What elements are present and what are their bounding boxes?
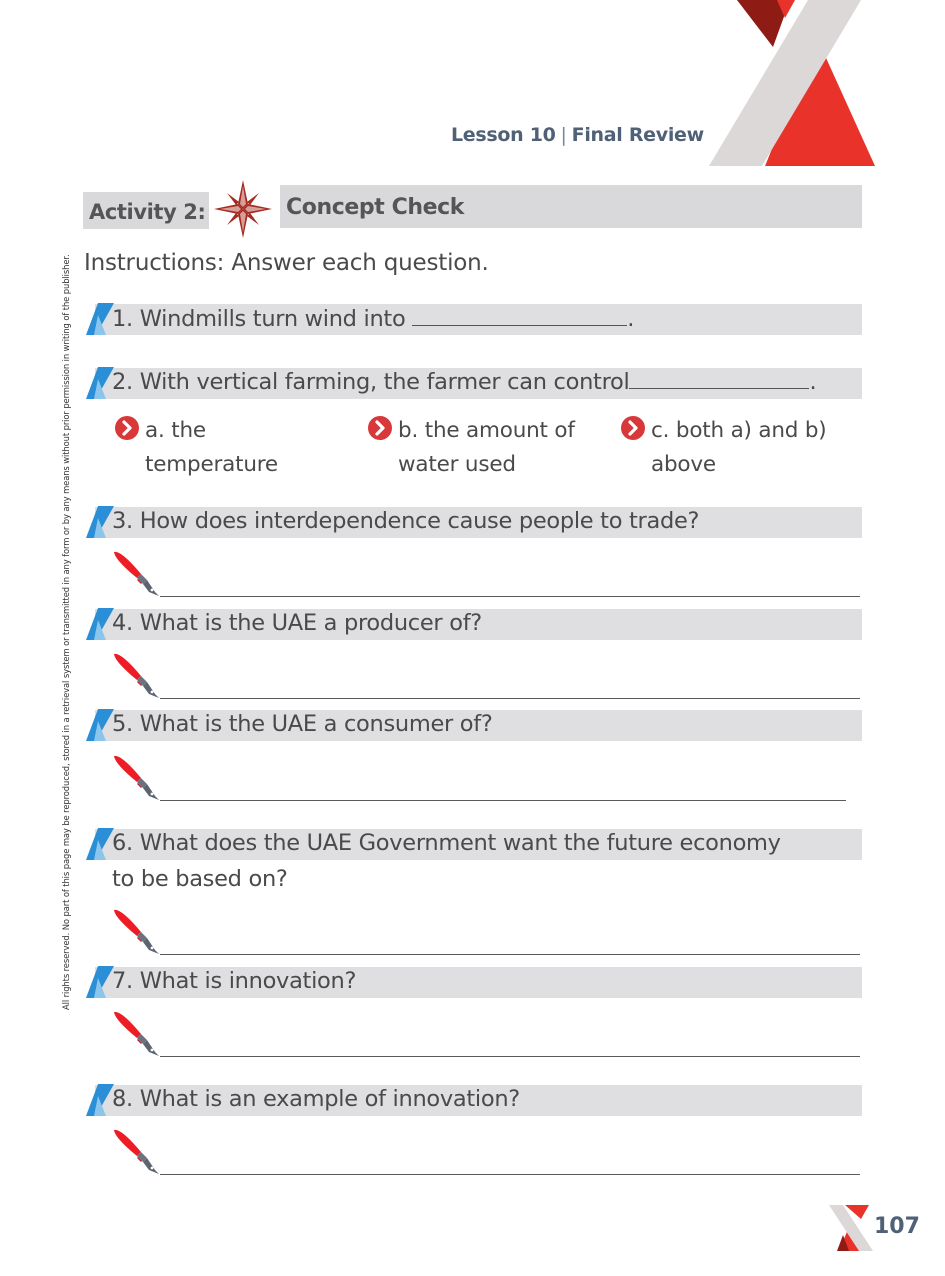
question-text: 2. With vertical farming, the farmer can control . xyxy=(112,369,817,395)
answer-line[interactable] xyxy=(160,1174,860,1175)
question-text: 7. What is innovation? xyxy=(112,968,357,994)
pen-icon xyxy=(111,1010,163,1058)
question-text: 6. What does the UAE Government want the future economy xyxy=(112,830,781,856)
pen-icon xyxy=(111,754,163,802)
pen-icon xyxy=(111,652,163,700)
question-text: 4. What is the UAE a producer of? xyxy=(112,610,482,636)
chevron-right-circle-icon xyxy=(368,416,392,440)
answer-line[interactable] xyxy=(160,596,860,597)
copyright-notice: All rights reserved. No part of this page may be reproduced, stored in a retrieval system or transmitted in any form or by any means without prior permission in writing of the publisher. xyxy=(61,254,71,1010)
answer-line[interactable] xyxy=(160,954,860,955)
activity-label: Activity 2: xyxy=(83,192,209,229)
pen-icon xyxy=(111,550,163,598)
fill-in-blank[interactable] xyxy=(629,370,809,389)
lesson-section: Final Review xyxy=(571,124,704,146)
question-text: 1. Windmills turn wind into . xyxy=(112,306,635,332)
question-text: 3. How does interdependence cause people to trade? xyxy=(112,508,700,534)
pen-icon xyxy=(111,1128,163,1176)
question-text: 5. What is the UAE a consumer of? xyxy=(112,711,493,737)
question-text-continued: to be based on? xyxy=(112,866,288,892)
page-number: 107 xyxy=(874,1214,920,1239)
option-b[interactable]: b. the amount of water used xyxy=(368,414,575,482)
answer-line[interactable] xyxy=(160,800,846,801)
lesson-separator: | xyxy=(560,124,567,146)
activity-title: Concept Check xyxy=(280,185,862,228)
lesson-heading xyxy=(451,124,704,146)
chevron-right-circle-icon xyxy=(621,416,645,440)
footer-x-logo-icon xyxy=(829,1205,873,1251)
pen-icon xyxy=(111,908,163,956)
answer-line[interactable] xyxy=(160,1056,860,1057)
instructions-text: Instructions: Answer each question. xyxy=(84,250,489,276)
option-c[interactable]: c. both a) and b) above xyxy=(621,414,827,482)
question-text: 8. What is an example of innovation? xyxy=(112,1086,520,1112)
lesson-number: Lesson 10 xyxy=(451,124,556,146)
chevron-right-circle-icon xyxy=(115,416,139,440)
compass-rose-icon xyxy=(214,180,272,238)
fill-in-blank[interactable] xyxy=(412,307,627,326)
answer-line[interactable] xyxy=(160,698,860,699)
option-a[interactable]: a. the temperature xyxy=(115,414,278,482)
header-x-logo-icon xyxy=(695,0,875,166)
